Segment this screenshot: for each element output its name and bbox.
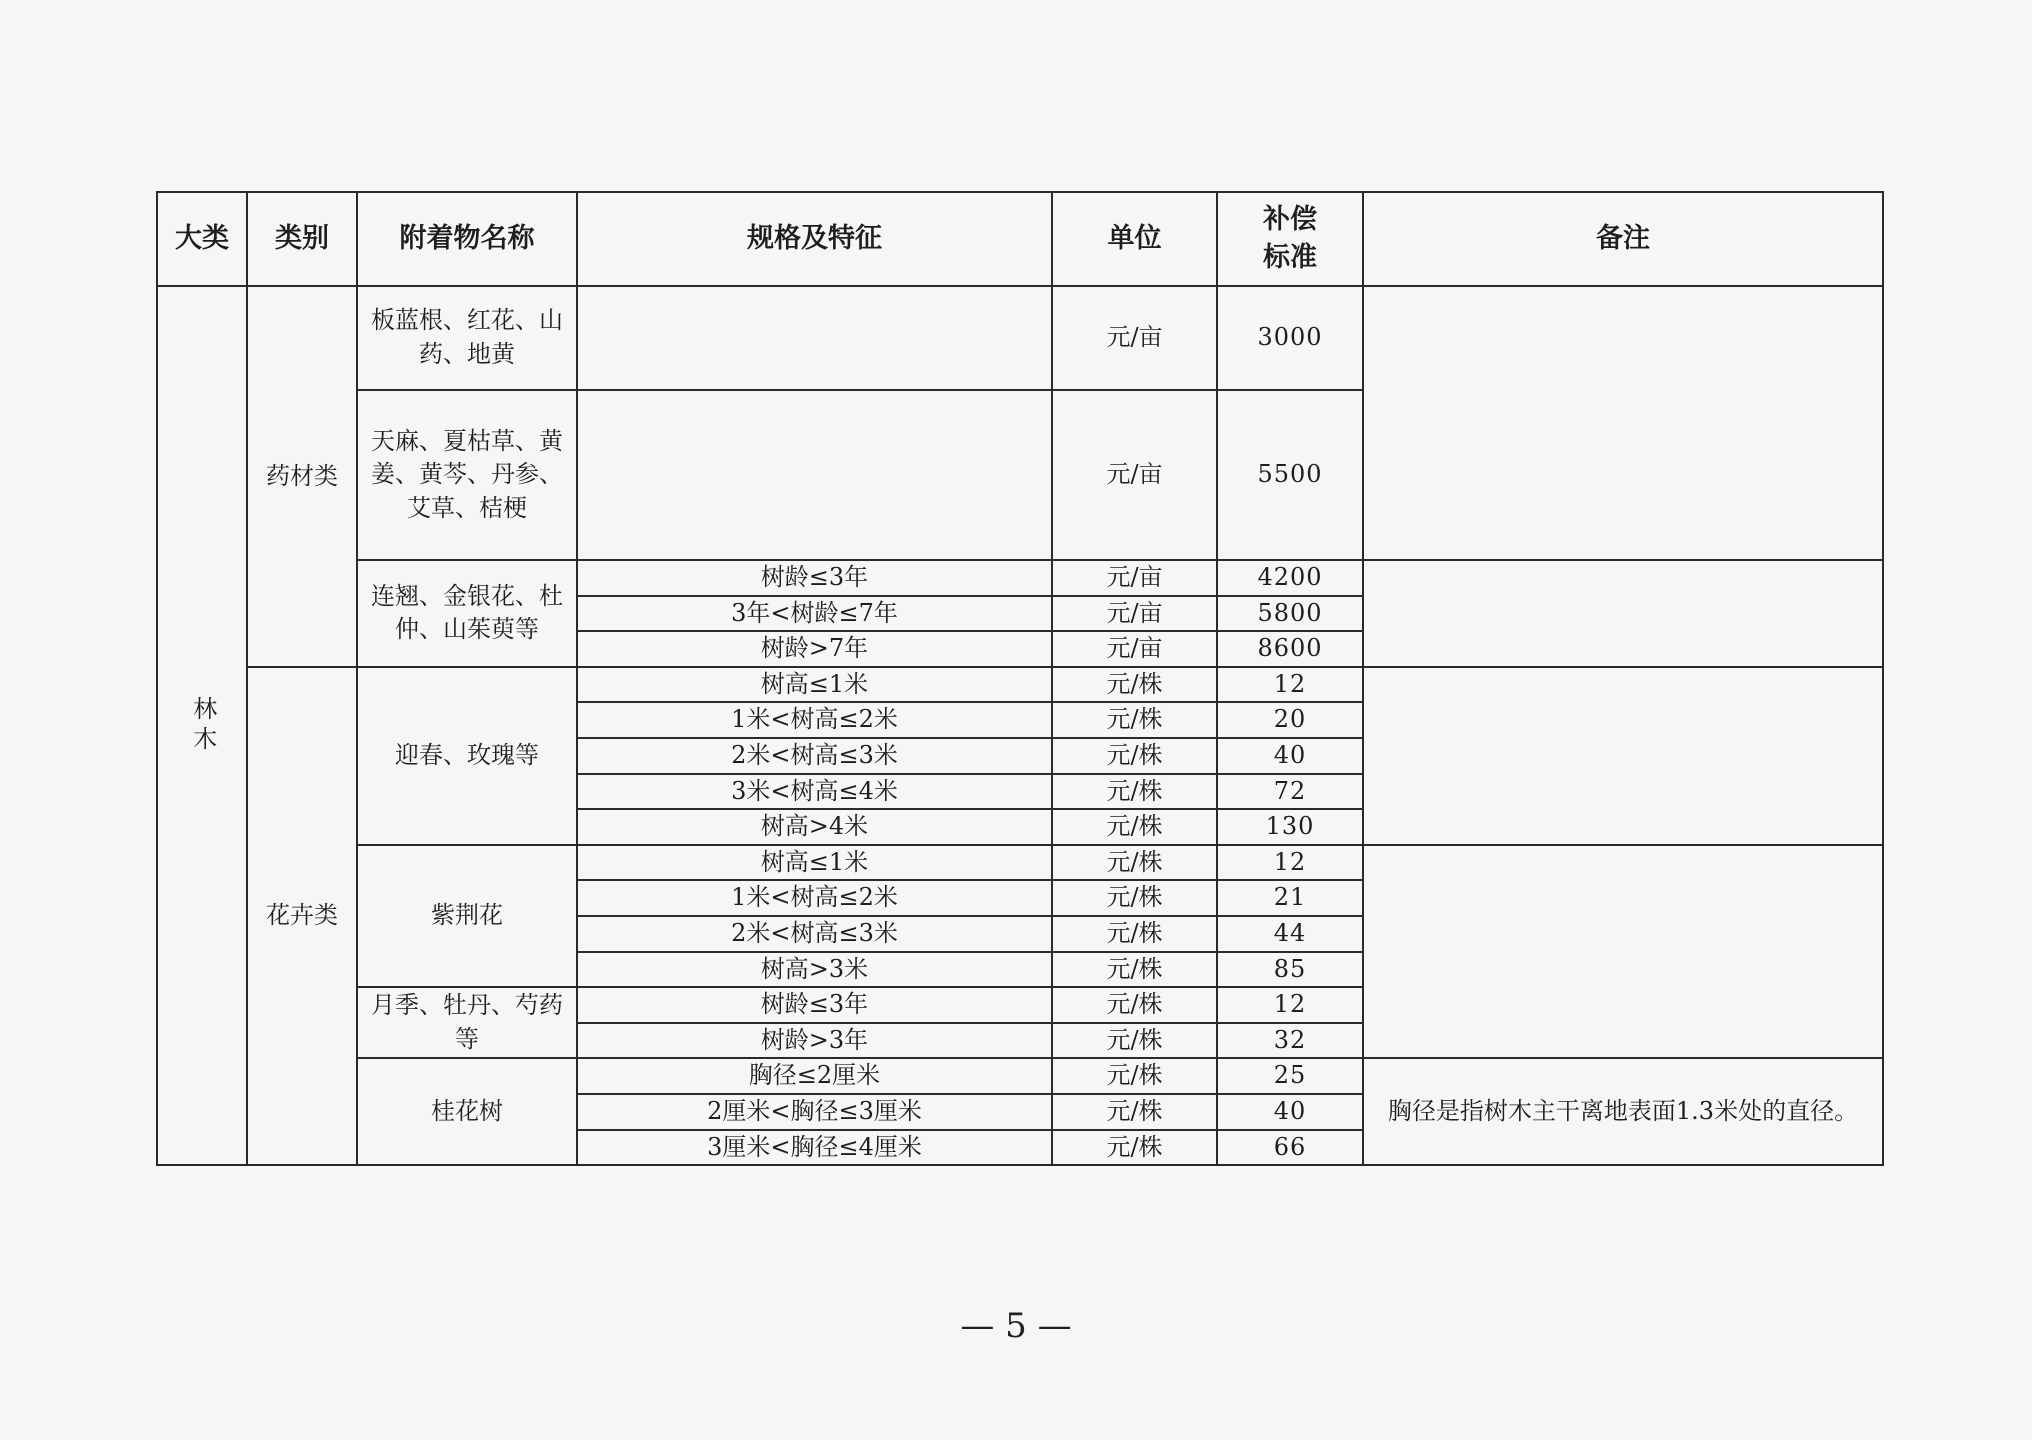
spec-cell: 1米<树高≤2米 <box>577 880 1052 916</box>
spec-cell <box>577 390 1052 560</box>
unit-cell: 元/亩 <box>1052 286 1217 390</box>
spec-cell: 3厘米<胸径≤4厘米 <box>577 1130 1052 1166</box>
value-cell: 40 <box>1217 738 1363 774</box>
item-name-cell: 迎春、玫瑰等 <box>357 667 577 845</box>
unit-cell: 元/株 <box>1052 916 1217 952</box>
spec-cell: 2米<树高≤3米 <box>577 738 1052 774</box>
header-spec: 规格及特征 <box>577 192 1052 286</box>
spec-cell: 树龄≤3年 <box>577 560 1052 596</box>
item-name-cell: 连翘、金银花、杜仲、山茱萸等 <box>357 560 577 667</box>
value-cell: 12 <box>1217 845 1363 881</box>
header-major: 大类 <box>157 192 247 286</box>
value-cell: 5500 <box>1217 390 1363 560</box>
spec-cell <box>577 286 1052 390</box>
header-unit: 单位 <box>1052 192 1217 286</box>
header-standard <box>1217 192 1363 286</box>
value-cell: 66 <box>1217 1130 1363 1166</box>
unit-cell: 元/亩 <box>1052 631 1217 667</box>
remark-cell <box>1363 845 1883 1059</box>
unit-cell: 元/株 <box>1052 845 1217 881</box>
spec-cell: 树龄≤3年 <box>577 987 1052 1023</box>
spec-cell: 树高≤1米 <box>577 845 1052 881</box>
spec-cell: 3米<树高≤4米 <box>577 774 1052 810</box>
unit-cell: 元/亩 <box>1052 390 1217 560</box>
table-row <box>157 845 1883 881</box>
header-category: 类别 <box>247 192 357 286</box>
value-cell: 12 <box>1217 987 1363 1023</box>
major-lin-cell <box>157 286 247 1165</box>
value-cell: 40 <box>1217 1094 1363 1130</box>
unit-cell: 元/株 <box>1052 1058 1217 1094</box>
value-cell: 32 <box>1217 1023 1363 1059</box>
unit-cell: 元/株 <box>1052 809 1217 845</box>
unit-cell: 元/株 <box>1052 1130 1217 1166</box>
header-remark: 备注 <box>1363 192 1883 286</box>
item-name-cell: 天麻、夏枯草、黄姜、黄芩、丹参、艾草、桔梗 <box>357 390 577 560</box>
spec-cell: 1米<树高≤2米 <box>577 702 1052 738</box>
compensation-table <box>156 191 1884 1166</box>
category-medicinal-cell: 药材类 <box>247 286 357 667</box>
value-cell: 8600 <box>1217 631 1363 667</box>
spec-cell: 2厘米<胸径≤3厘米 <box>577 1094 1052 1130</box>
table-row <box>157 667 1883 703</box>
value-cell: 21 <box>1217 880 1363 916</box>
spec-cell: 树高>4米 <box>577 809 1052 845</box>
table-row <box>157 560 1883 596</box>
category-flower-cell: 花卉类 <box>247 667 357 1165</box>
value-cell: 44 <box>1217 916 1363 952</box>
spec-cell: 树龄>7年 <box>577 631 1052 667</box>
unit-cell: 元/株 <box>1052 738 1217 774</box>
remark-cell <box>1363 286 1883 560</box>
value-cell: 4200 <box>1217 560 1363 596</box>
item-name-cell: 紫荆花 <box>357 845 577 987</box>
spec-cell: 2米<树高≤3米 <box>577 916 1052 952</box>
value-cell: 25 <box>1217 1058 1363 1094</box>
unit-cell: 元/株 <box>1052 667 1217 703</box>
spec-cell: 树高>3米 <box>577 952 1052 988</box>
unit-cell: 元/株 <box>1052 702 1217 738</box>
remark-cell <box>1363 667 1883 845</box>
item-name-cell: 月季、牡丹、芍药等 <box>357 987 577 1058</box>
header-standard-line1: 补偿 <box>1263 204 1317 236</box>
unit-cell: 元/株 <box>1052 987 1217 1023</box>
value-cell: 20 <box>1217 702 1363 738</box>
spec-cell: 树龄>3年 <box>577 1023 1052 1059</box>
remark-cell <box>1363 560 1883 667</box>
table-row <box>157 286 1883 390</box>
unit-cell: 元/株 <box>1052 1094 1217 1130</box>
spec-cell: 树高≤1米 <box>577 667 1052 703</box>
value-cell: 5800 <box>1217 596 1363 632</box>
unit-cell: 元/株 <box>1052 880 1217 916</box>
value-cell: 3000 <box>1217 286 1363 390</box>
header-name: 附着物名称 <box>357 192 577 286</box>
header-row <box>157 192 1883 286</box>
header-standard-line2: 标准 <box>1263 242 1317 273</box>
page-number: — 5 — <box>960 1306 1072 1346</box>
remark-cell-guihua: 胸径是指树木主干离地表面1.3米处的直径。 <box>1363 1058 1883 1165</box>
value-cell: 130 <box>1217 809 1363 845</box>
value-cell: 85 <box>1217 952 1363 988</box>
major-lin-text: 林木 <box>188 695 217 756</box>
spec-cell: 胸径≤2厘米 <box>577 1058 1052 1094</box>
unit-cell: 元/亩 <box>1052 596 1217 632</box>
unit-cell: 元/株 <box>1052 952 1217 988</box>
value-cell: 12 <box>1217 667 1363 703</box>
item-name-cell: 桂花树 <box>357 1058 577 1165</box>
spec-cell: 3年<树龄≤7年 <box>577 596 1052 632</box>
unit-cell: 元/亩 <box>1052 560 1217 596</box>
table-row <box>157 1058 1883 1094</box>
item-name-cell: 板蓝根、红花、山药、地黄 <box>357 286 577 390</box>
unit-cell: 元/株 <box>1052 774 1217 810</box>
value-cell: 72 <box>1217 774 1363 810</box>
unit-cell: 元/株 <box>1052 1023 1217 1059</box>
